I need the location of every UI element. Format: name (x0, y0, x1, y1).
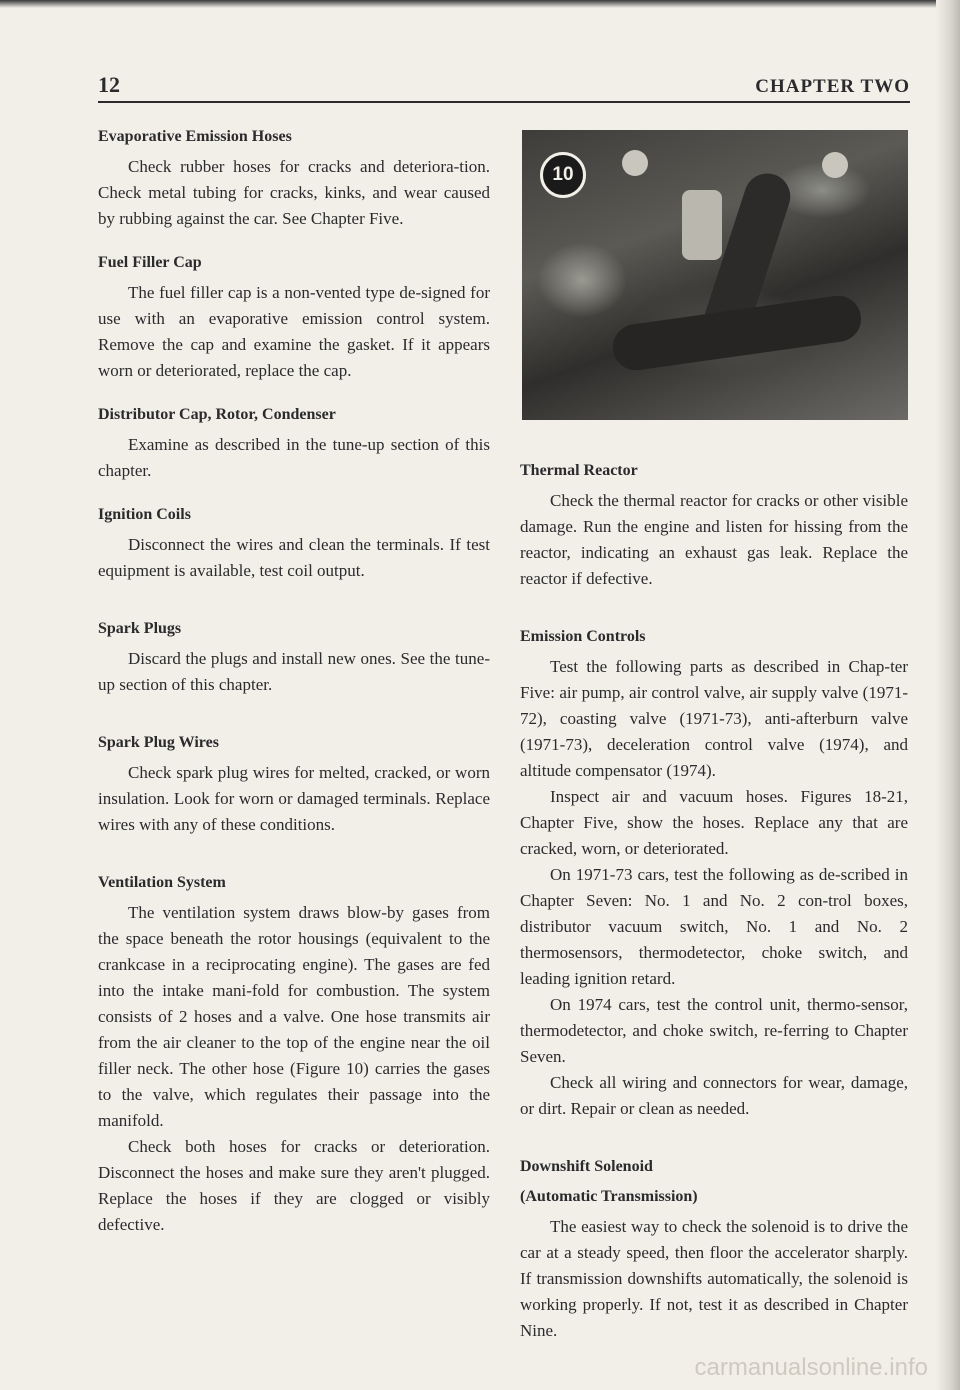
section-distributor-cap (98, 400, 490, 484)
paragraph: Examine as described in the tune-up section of this chapter. (98, 435, 490, 480)
scan-top-shadow (0, 0, 960, 8)
paragraph: Discard the plugs and install new ones. See the tune-up section of this chapter. (98, 649, 490, 694)
figure-number-badge: 10 (540, 152, 586, 198)
section-fuel-filler-cap (98, 248, 490, 384)
paragraph: Check all wiring and connectors for wear, damage, or dirt. Repair or clean as needed. (520, 1073, 908, 1118)
section-subheading: (Automatic Transmission) (520, 1188, 698, 1205)
paragraph: The fuel filler cap is a non-vented type de-signed for use with an evaporative emission control system. Remove the cap and examine the gasket. If it appears worn or deteriorated, replace the cap. (98, 283, 490, 380)
page-header (98, 72, 910, 102)
photo-bolt (822, 152, 848, 178)
section-downshift-solenoid (520, 1152, 908, 1344)
section-heading: Evaporative Emission Hoses (98, 128, 292, 145)
section-heading: Downshift Solenoid (520, 1158, 653, 1175)
paragraph: Disconnect the wires and clean the terminals. If test equipment is available, test coil output. (98, 535, 490, 580)
section-ignition-coils (98, 500, 490, 584)
paragraph: On 1971-73 cars, test the following as de-scribed in Chapter Seven: No. 1 and No. 2 con-trol boxes, distributor vacuum switch, No. 1 and No. 2 thermosensors, thermodetector, choke switch, and leading ignition retard. (520, 865, 908, 988)
paragraph: Inspect air and vacuum hoses. Figures 18-21, Chapter Five, show the hoses. Replace any that are cracked, worn, or deteriorated. (520, 787, 908, 858)
section-heading: Spark Plug Wires (98, 734, 219, 751)
left-column (98, 122, 490, 1254)
photo-bolt (622, 150, 648, 176)
section-thermal-reactor (520, 456, 908, 592)
section-heading: Distributor Cap, Rotor, Condenser (98, 406, 336, 423)
section-heading: Thermal Reactor (520, 462, 638, 479)
paragraph: Check spark plug wires for melted, cracked, or worn insulation. Look for worn or damaged terminals. Replace wires with any of these conditions. (98, 763, 490, 834)
section-heading: Ignition Coils (98, 506, 191, 523)
paragraph: The ventilation system draws blow-by gases from the space beneath the rotor housings (equivalent to the crankcase in a reciprocating engine). The gases are fed into the intake mani-fold for combustion. The system consists of 2 hoses and a valve. One hose transmits air from the air cleaner to the top of the engine near the oil filler neck. The other hose (Figure 10) carries the gases to the valve, which regulates their passage into the manifold. (98, 903, 490, 1130)
section-spark-plugs (98, 614, 490, 698)
section-heading: Spark Plugs (98, 620, 182, 637)
section-heading: Emission Controls (520, 628, 646, 645)
section-heading: Ventilation System (98, 874, 226, 891)
right-column (520, 122, 908, 1360)
paragraph: Check the thermal reactor for cracks or other visible damage. Run the engine and listen for hissing from the reactor, indicating an exhaust gas leak. Replace the reactor if defective. (520, 491, 908, 588)
paragraph: The easiest way to check the solenoid is to drive the car at a steady speed, then floor the accelerator sharply. If transmission downshifts automatically, the solenoid is working properly. If not, test it as described in Chapter Nine. (520, 1217, 908, 1340)
paragraph: Test the following parts as described in Chap-ter Five: air pump, air control valve, air supply valve (1971-72), coasting valve (1971-73), anti-afterburn valve (1971-73), deceleration control valve (1974), and altitude compensator (1974). (520, 657, 908, 780)
section-evaporative-emission-hoses (98, 122, 490, 232)
figure-10-photo (522, 130, 908, 420)
paragraph: Check rubber hoses for cracks and deteriora-tion. Check metal tubing for cracks, kinks, and wear caused by rubbing against the car. See Chapter Five. (98, 157, 490, 228)
paragraph: On 1974 cars, test the control unit, thermo-sensor, thermodetector, and choke switch, re-ferring to Chapter Seven. (520, 995, 908, 1066)
chapter-title: CHAPTER TWO (755, 76, 910, 97)
section-emission-controls (520, 622, 908, 1122)
photo-valve-part (682, 190, 722, 260)
paragraph: Check both hoses for cracks or deterioration. Disconnect the hoses and make sure they aren't plugged. Replace the hoses if they are clogged or visibly defective. (98, 1137, 490, 1234)
scan-binding-edge (936, 0, 960, 1390)
section-ventilation-system (98, 868, 490, 1238)
page-number: 12 (98, 72, 120, 97)
section-spark-plug-wires (98, 728, 490, 838)
site-watermark: carmanualsonline.info (694, 1354, 928, 1381)
header-rule (98, 101, 910, 103)
section-heading: Fuel Filler Cap (98, 254, 202, 271)
